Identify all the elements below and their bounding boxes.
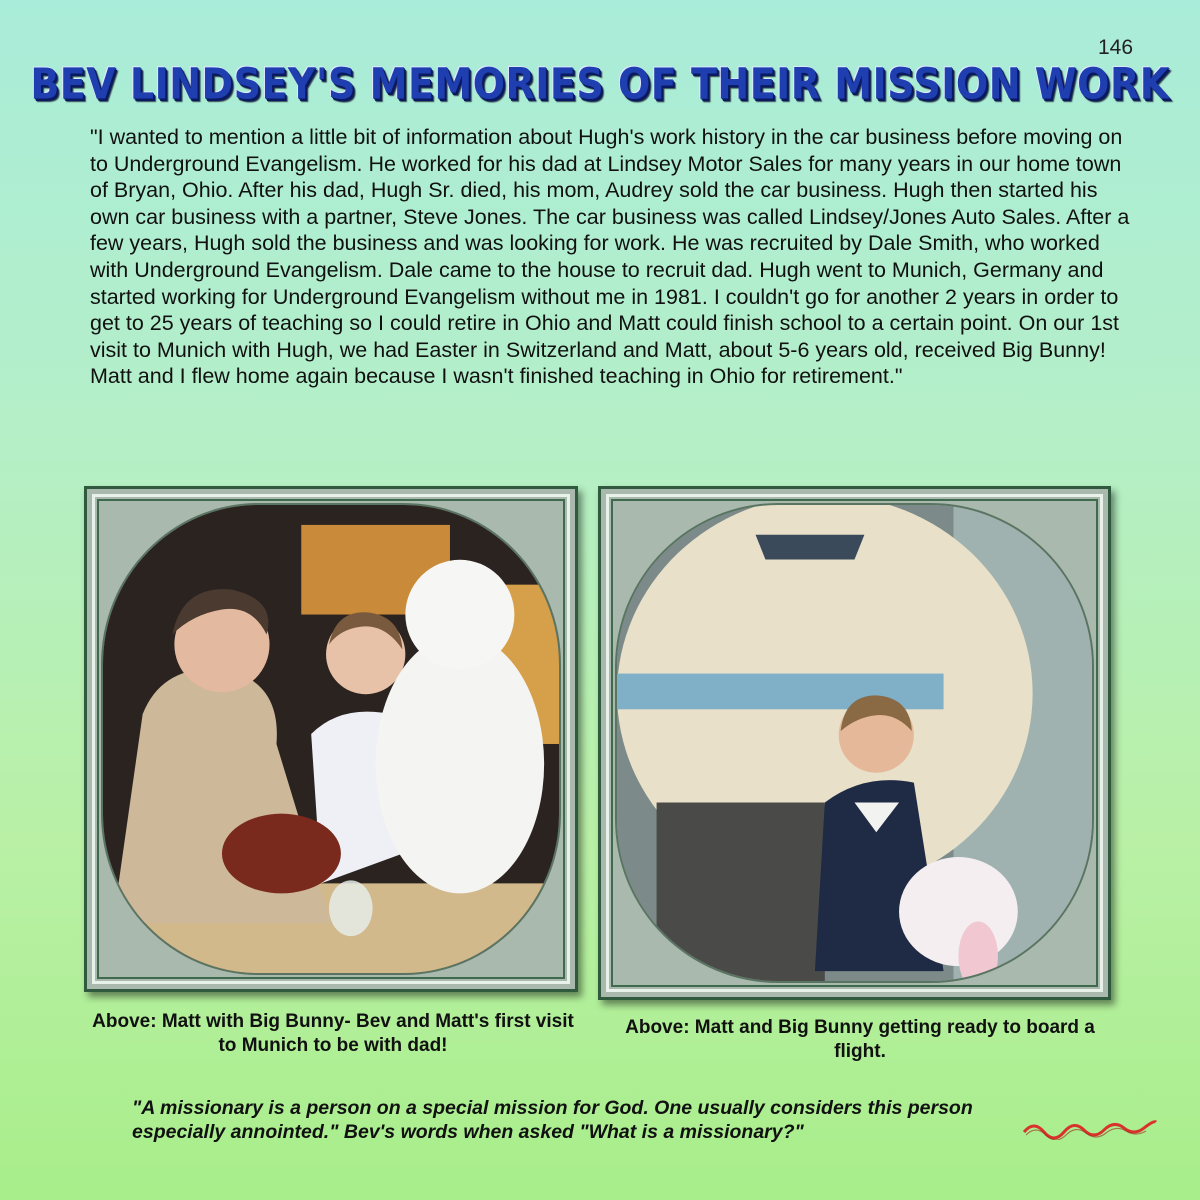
page-title: BEV LINDSEY'S MEMORIES OF THEIR MISSION WORK — [30, 59, 1170, 109]
photo-frame-restaurant — [84, 486, 578, 992]
restaurant-photo — [103, 505, 559, 973]
missionary-quote: "A missionary is a person on a special mission for God. One usually considers this person especially annointed." Bev's words when asked "What is a missionary?" — [132, 1097, 973, 1143]
caption-airport-photo: Above: Matt and Big Bunny getting ready to board a flight. — [625, 1017, 1095, 1062]
intro-text: "I wanted to mention a little bit of information about Hugh's work history in the car business before moving on to Underground Evangelism. He worked for his dad at Lindsey Motor Sales for many years in our home town of Bryan, Ohio. After his dad, Hugh Sr. died, his mom, Audrey sold the car business. Hugh then started his own car business with a partner, Steve Jones. The car business was called Lindsey/Jones Auto Sales. After a few years, Hugh sold the business and was looking for work. He was recruited by Dale Smith, who worked with Underground Evangelism. Dale came to the house to recruit dad. Hugh went to Munich, Germany and started working for Underground Evangelism without me in 1981. I couldn't go for another 2 years in order to get to 25 years of teaching so I could retire in Ohio and Matt could finish school to a certain point. On our 1st visit to Munich with Hugh, we had Easter in Switzerland and Matt, about 5-6 years old, received Big Bunny! Matt and I flew home again because I wasn't finished teaching in Ohio for retirement." — [90, 125, 1130, 389]
page-number: 146 — [1098, 36, 1134, 59]
photo-frame-airport — [598, 486, 1111, 1000]
caption-restaurant-photo: Above: Matt with Big Bunny- Bev and Matt's first visit to Munich to be with dad! — [92, 1011, 574, 1056]
airport-photo — [617, 505, 1092, 981]
squiggle-decoration — [1020, 1118, 1160, 1140]
